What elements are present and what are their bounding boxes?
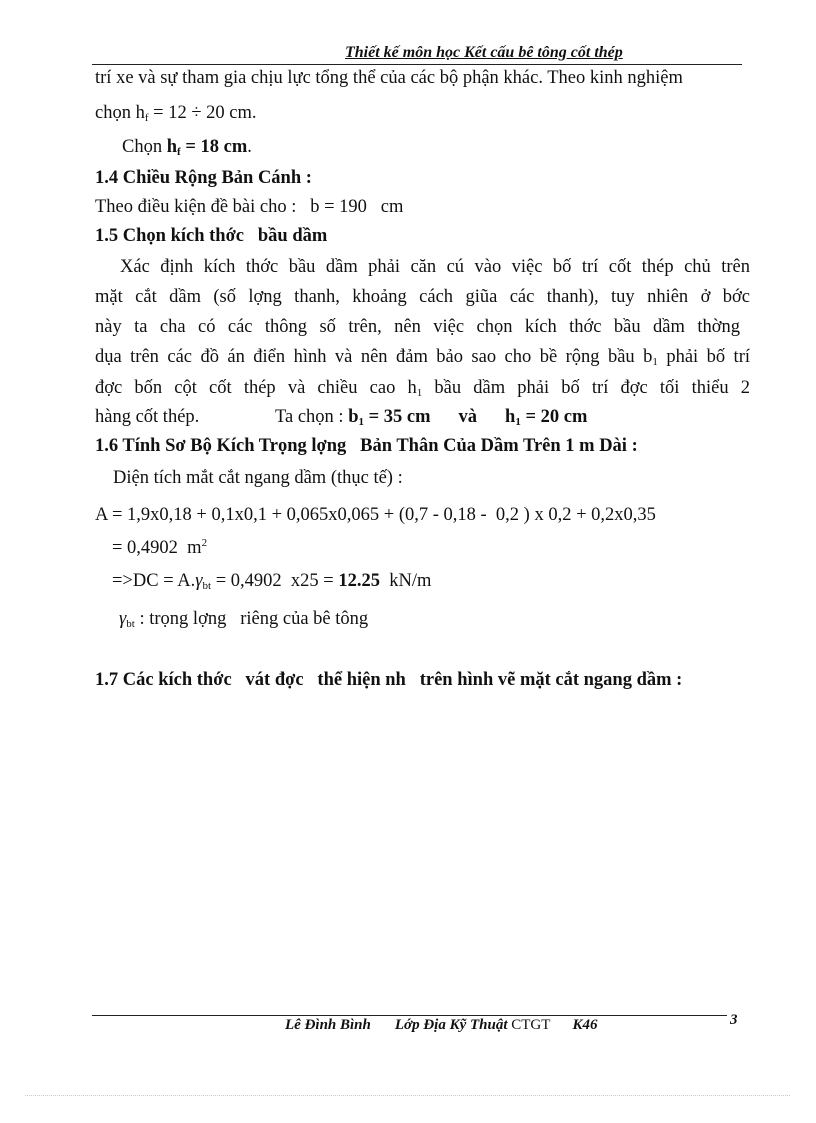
- heading-1-5: 1.5 Chọn kích thớc bầu dầm: [95, 226, 328, 246]
- area-value: = 0,4902 $m^2$: [112, 537, 208, 558]
- body-line-1: trí xe và sự tham gia chịu lực tổng thể của các bộ phận khác. Theo kinh nghiệm: [95, 68, 683, 88]
- page-bottom-border: [25, 1095, 790, 1096]
- footer-text: Lê Đình Bình Lớp Địa Kỹ Thuật CTGT K46: [285, 1017, 598, 1033]
- heading-1-7: 1.7 Các kích thớc vát đợc thể hiện nh trên hình vẽ mặt cắt ngang dầm :: [95, 670, 683, 690]
- choose-b1-h1: Ta chọn : $b_1 = 35$ cm và $h_1 = 20$ cm: [275, 407, 588, 428]
- body-line-5: Theo điều kiện đề bài cho : b = 190 cm: [95, 197, 404, 217]
- area-label: Diện tích mắt cắt ngang dầm (thục tế) :: [113, 468, 403, 488]
- body-line-2: chọn $h_f = 12 \div 20$ cm.: [95, 103, 257, 124]
- para-line-6: hàng cốt thép.: [95, 407, 200, 427]
- gamma-definition: $\gamma_{bt}$ : trọng lợng riêng của bê tông: [119, 609, 369, 630]
- para-line-2: mặt cắt dầm (số lợng thanh, khoảng cách giũa các thanh), tuy nhiên ở bớc: [95, 287, 750, 307]
- dc-equation: $=>DC = A.\gamma_{bt} = 0,4902$ x25 = 12.25 kN/m: [112, 571, 432, 592]
- heading-1-4: 1.4 Chiều Rộng Bản Cánh :: [95, 168, 312, 188]
- header-title: Thiết kế môn học Kết cấu bê tông cốt thép: [345, 44, 623, 61]
- area-equation: A = 1,9x0,18 + 0,1x0,1 + 0,065x0,065 + (0,7 - 0,18 - 0,2 ) x 0,2 + 0,2x0,35: [95, 505, 656, 525]
- header-rule: [92, 64, 742, 65]
- para-line-4: dụa trên các đồ án điển hình và nên đảm bảo sao cho bề rộng bầu $b_1$ phải bố trí: [95, 347, 751, 368]
- para-line-1: Xác định kích thớc bầu dầm phải căn cú vào việc bố trí cốt thép chủ trên: [120, 257, 750, 277]
- choose-hf-line: Chọn $h_f = 18$ cm.: [122, 137, 252, 158]
- footer-rule: [92, 1015, 727, 1016]
- para-line-3: này ta cha có các thông số trên, nên việc chọn kích thớc bầu dầm thờng: [95, 317, 740, 337]
- heading-1-6: 1.6 Tính Sơ Bộ Kích Trọng lợng Bản Thân Của Dầm Trên 1 m Dài :: [95, 436, 638, 456]
- para-line-5: đợc bốn cột cốt thép và chiều cao $h_1$ bầu dầm phải bố trí đợc tối thiểu 2: [95, 378, 750, 399]
- page-number: 3: [730, 1012, 738, 1028]
